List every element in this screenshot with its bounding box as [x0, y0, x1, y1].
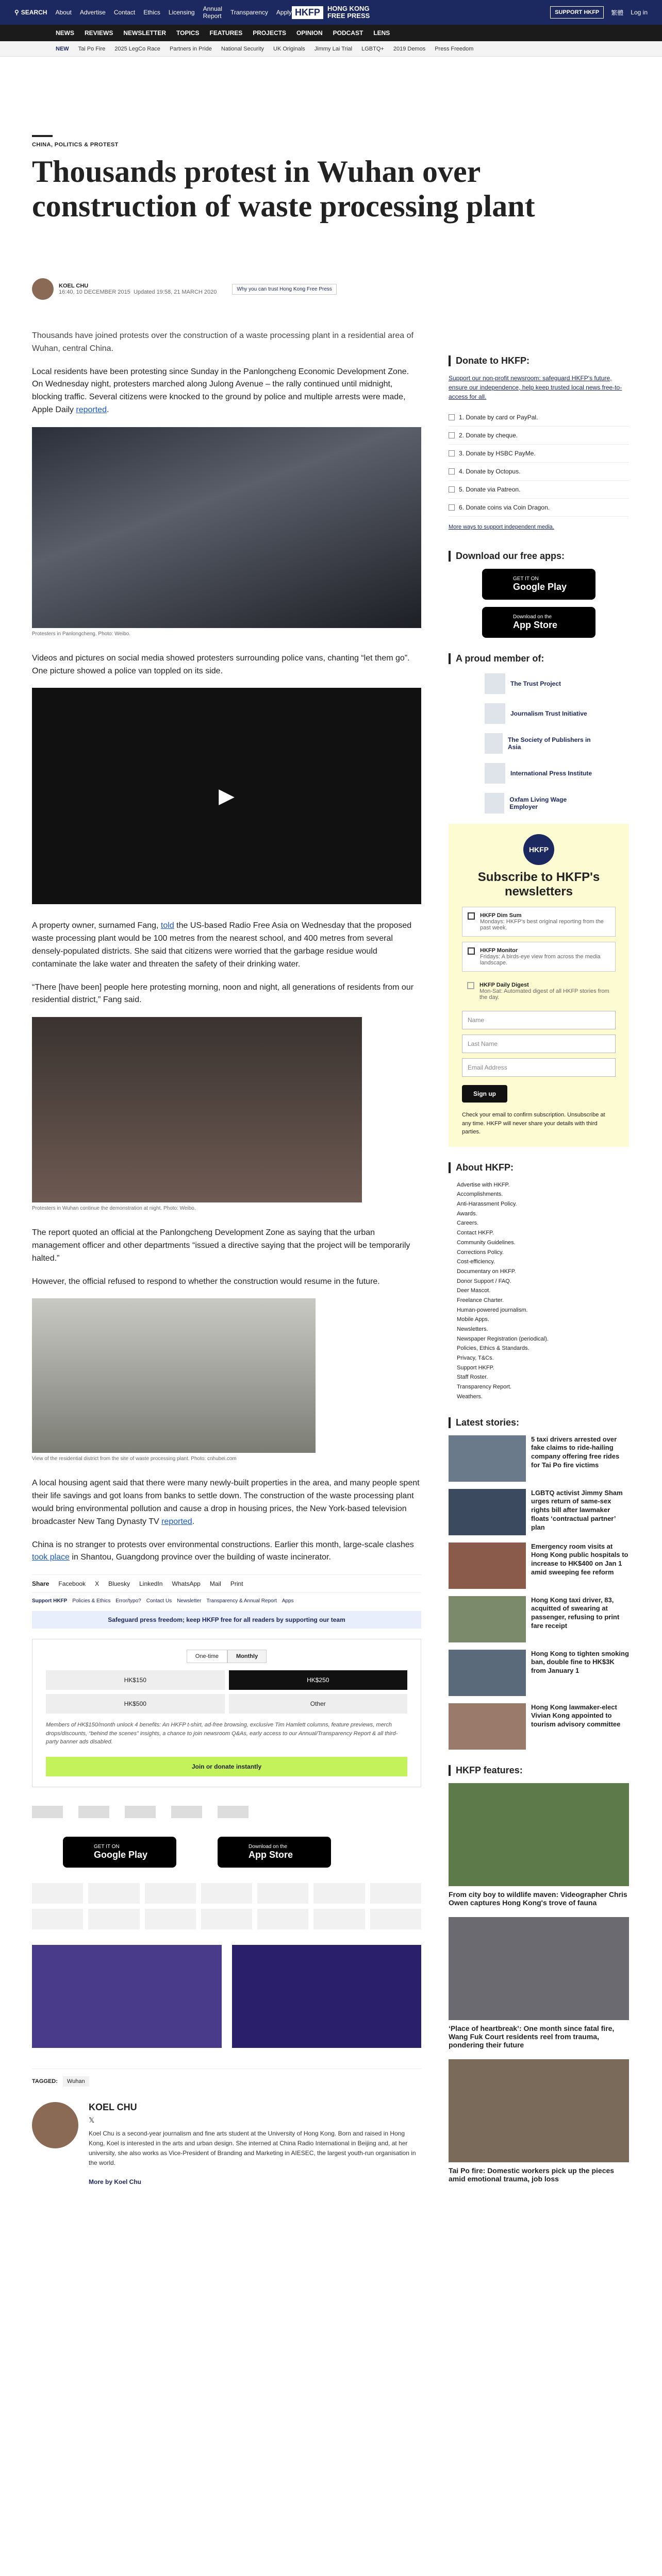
- support-link[interactable]: Contact Us: [146, 1598, 172, 1604]
- member-logo: [125, 1806, 156, 1818]
- share-whatsapp[interactable]: WhatsApp: [172, 1580, 201, 1588]
- donate-option[interactable]: 6. Donate coins via Coin Dragon.: [449, 499, 629, 517]
- payment-icon: [32, 1909, 83, 1929]
- top-link[interactable]: Advertise: [79, 9, 106, 16]
- nav-item[interactable]: NEWSLETTER: [123, 29, 167, 37]
- donate-option[interactable]: 4. Donate by Octopus.: [449, 463, 629, 481]
- checkbox-icon: [449, 504, 455, 511]
- payment-icon: [32, 1883, 83, 1904]
- share-facebook[interactable]: Facebook: [58, 1580, 86, 1588]
- donate-heading: Donate to HKFP:: [449, 355, 629, 366]
- donate-option[interactable]: 2. Donate by cheque.: [449, 427, 629, 445]
- payment-icon: [201, 1909, 252, 1929]
- story-thumbnail: [449, 1435, 526, 1482]
- about-list: [449, 1180, 629, 1402]
- topic-link[interactable]: Tai Po Fire: [78, 45, 106, 52]
- apps-heading: Download our free apps:: [449, 551, 629, 562]
- support-links: [32, 1598, 421, 1604]
- share-bluesky[interactable]: Bluesky: [108, 1580, 130, 1588]
- newsletter-option[interactable]: HKFP Daily Digest Mon-Sat: Automated digest of all HKFP stories from the day.: [462, 977, 616, 1006]
- features-heading: HKFP features:: [449, 1765, 629, 1776]
- last-name-field[interactable]: Last Name: [462, 1035, 616, 1053]
- payment-icon: [257, 1883, 308, 1904]
- top-link[interactable]: Ethics: [143, 9, 160, 16]
- top-link[interactable]: Annual Report: [203, 5, 222, 20]
- about-heading: About HKFP:: [449, 1162, 629, 1173]
- payment-icons: [32, 1883, 421, 1929]
- paragraph: A property owner, surnamed Fang, told the US-based Radio Free Asia on Wednesday that the proposed waste processing plant would be 100 metres from the nearest school, and 400 metres from several densely-populated districts. She said that citizens were worried that the garbage residue would contaminate the lake water and threaten the safety of their drinking water.: [32, 921, 412, 969]
- payment-icon: [88, 1883, 139, 1904]
- member-logo[interactable]: Oxfam Living Wage Employer: [485, 793, 593, 814]
- sidebar: [449, 355, 629, 2193]
- feature-image: [449, 1783, 629, 1886]
- search-icon: ⚲: [14, 9, 19, 16]
- amount-option[interactable]: HK$250: [229, 1670, 408, 1690]
- support-link[interactable]: Apps: [282, 1598, 294, 1604]
- top-link[interactable]: Apply: [276, 9, 292, 16]
- topic-link[interactable]: 2025 LegCo Race: [114, 45, 160, 52]
- story-thumbnail: [449, 1596, 526, 1642]
- app-store-button[interactable]: Download on the App Store: [218, 1837, 331, 1868]
- donate-option[interactable]: 1. Donate by card or PayPal.: [449, 409, 629, 427]
- top-link[interactable]: Contact: [113, 9, 136, 16]
- login-link[interactable]: Log in: [631, 9, 648, 16]
- newsletter-title: Subscribe to HKFP's newsletters: [477, 870, 600, 899]
- nav-item[interactable]: REVIEWS: [85, 29, 113, 37]
- member-logo[interactable]: Journalism Trust Initiative: [485, 703, 593, 724]
- author-avatar[interactable]: [32, 2102, 78, 2148]
- member-logo[interactable]: The Trust Project: [485, 673, 593, 694]
- more-by-link[interactable]: More by Koel Chu: [89, 2178, 142, 2186]
- member-logo[interactable]: International Press Institute: [485, 763, 593, 784]
- support-link[interactable]: Transparency & Annual Report: [206, 1598, 277, 1604]
- tab-monthly[interactable]: Monthly: [227, 1650, 267, 1663]
- main-nav: [0, 25, 662, 41]
- about-link[interactable]: Donor Support / FAQ.: [457, 1278, 511, 1284]
- author-name[interactable]: KOEL CHU: [59, 283, 89, 289]
- byline: [32, 278, 337, 300]
- about-link[interactable]: Staff Roster.: [457, 1374, 488, 1381]
- amount-option[interactable]: Other: [229, 1694, 408, 1714]
- topic-link[interactable]: 2019 Demos: [393, 45, 426, 52]
- logo-icon: [485, 733, 503, 754]
- latest-story[interactable]: LGBTQ activist Jimmy Sham urges return of same-sex rights bill after lawmaker floats ‘contractual partner’ plan: [449, 1489, 629, 1535]
- nav-item[interactable]: NEWS: [56, 29, 74, 37]
- topic-nav: [0, 41, 662, 57]
- story-thumbnail: [449, 1489, 526, 1535]
- latest-heading: Latest stories:: [449, 1417, 629, 1428]
- latest-story[interactable]: Hong Kong to tighten smoking ban, double fine to HK$3K from January 1: [449, 1650, 629, 1696]
- member-logo: [78, 1806, 109, 1818]
- payment-icon: [88, 1909, 139, 1929]
- paragraph: China is no stranger to protests over environmental constructions. Earlier this month, large-scale clashes took place in Shantou, Guangdong province over the building of waste incinerator.: [32, 1540, 414, 1562]
- topic-link[interactable]: LGBTQ+: [361, 45, 384, 52]
- member-benefits: Members of HK$150/month unlock 4 benefits: An HKFP t-shirt, ad-free browsing, exclusive Tim Hamlett columns, feature previews, merch drops/discounts, “behind the scenes” insights, a chance to join newsroom Q&As, early access to our Annual/Transparency Report & all third-party banner ads disabled.: [46, 1722, 398, 1745]
- about-link[interactable]: Freelance Charter.: [457, 1297, 504, 1303]
- category-bar: [32, 135, 53, 137]
- donate-widget: [32, 1639, 421, 1787]
- topic-link[interactable]: Partners in Pride: [169, 45, 212, 52]
- member-logo: [32, 1806, 63, 1818]
- trust-button[interactable]: Why you can trust Hong Kong Free Press: [232, 284, 337, 295]
- about-link[interactable]: Anti-Harassment Policy.: [457, 1201, 517, 1208]
- topic-link[interactable]: Press Freedom: [435, 45, 474, 52]
- image-caption: Protesters in Wuhan continue the demonstration at night. Photo: Weibo.: [32, 1206, 196, 1212]
- category-label[interactable]: CHINA, POLITICS & PROTEST: [32, 142, 119, 148]
- about-link[interactable]: Policies, Ethics & Standards.: [457, 1345, 529, 1352]
- app-buttons: [63, 1837, 390, 1868]
- checkbox[interactable]: [467, 982, 474, 989]
- about-link[interactable]: Transparency Report.: [457, 1384, 511, 1391]
- publish-date: 16:40, 10 DECEMBER 2015: [59, 289, 130, 295]
- amount-option[interactable]: HK$150: [46, 1670, 225, 1690]
- payment-icon: [145, 1909, 196, 1929]
- latest-story[interactable]: 5 taxi drivers arrested over fake claims to ride-hailing company offering free rides for Tai Po fire victims: [449, 1435, 629, 1482]
- article-image: [32, 1298, 316, 1453]
- latest-story[interactable]: Emergency room visits at Hong Kong public hospitals to increase to HK$400 on Jan 1 amid sweeping fee reform: [449, 1543, 629, 1589]
- language-link[interactable]: 繁體: [611, 9, 624, 16]
- feature-story[interactable]: From city boy to wildlife maven: Videographer Chris Owen captures Hong Kong's trove of fauna: [449, 1783, 629, 1907]
- feature-image: [449, 2059, 629, 2162]
- checkbox-icon: [449, 432, 455, 438]
- about-link[interactable]: Community Guidelines.: [457, 1239, 516, 1246]
- source-link[interactable]: reported: [76, 405, 107, 414]
- x-icon[interactable]: 𝕏: [89, 2115, 95, 2124]
- member-heading: A proud member of:: [449, 653, 629, 664]
- logo-icon: [485, 673, 505, 694]
- story-thumbnail: [449, 1703, 526, 1750]
- newsletter-note: Check your email to confirm subscription. Unsubscribe at any time. HKFP will never share your details with third parties.: [462, 1112, 605, 1136]
- author-bio: [32, 2102, 421, 2186]
- source-link[interactable]: reported: [161, 1517, 192, 1526]
- paragraph: Videos and pictures on social media showed protesters surrounding police vans, chanting “let them go”. One picture showed a police van toppled on its side.: [32, 653, 410, 675]
- paragraph: The report quoted an official at the Panlongcheng Development Zone as saying that the urban management officer and other departments “issued a directive saying that the project will be temporarily halted.”: [32, 1228, 410, 1263]
- bio-name[interactable]: KOEL CHU: [89, 2102, 137, 2112]
- payment-icon: [257, 1909, 308, 1929]
- support-link[interactable]: Support HKFP: [32, 1598, 68, 1604]
- share-bar: [32, 1574, 421, 1593]
- google-play-button[interactable]: GET IT ON Google Play: [482, 569, 595, 600]
- story-thumbnail: [449, 1543, 526, 1589]
- source-link[interactable]: told: [160, 921, 174, 930]
- donate-banner: Safeguard press freedom; keep HKFP free for all readers by supporting our team: [32, 1611, 421, 1629]
- checkbox-icon: [449, 450, 455, 456]
- about-link[interactable]: Careers.: [457, 1220, 479, 1227]
- feature-image: [449, 1917, 629, 2020]
- logo-icon: [485, 793, 504, 814]
- updated-date: Updated 19:58, 21 MARCH 2020: [133, 289, 217, 295]
- article-image: [32, 427, 421, 628]
- image-caption: View of the residential district from the site of waste processing plant. Photo: cnhubei.com: [32, 1456, 237, 1462]
- latest-story[interactable]: Hong Kong lawmaker-elect Vivian Kong appointed to tourism advisory committee: [449, 1703, 629, 1750]
- about-link[interactable]: Accomplishments.: [457, 1191, 503, 1198]
- google-play-button[interactable]: GET IT ON Google Play: [63, 1837, 176, 1868]
- about-link[interactable]: Awards.: [457, 1210, 477, 1217]
- article-image: [32, 1017, 362, 1202]
- article-headline: Thousands protest in Wuhan over construction of waste processing plant: [32, 155, 535, 224]
- about-link[interactable]: Deer Mascot.: [457, 1287, 491, 1294]
- top-link[interactable]: Licensing: [168, 9, 195, 16]
- author-avatar[interactable]: [32, 278, 54, 300]
- nav-item[interactable]: TOPICS: [176, 29, 200, 37]
- member-logo[interactable]: The Society of Publishers in Asia: [485, 733, 593, 754]
- share-print[interactable]: Print: [230, 1580, 243, 1588]
- checkbox[interactable]: [468, 912, 475, 920]
- payment-icon: [313, 1883, 365, 1904]
- about-link[interactable]: Newspaper Registration (periodical).: [457, 1335, 549, 1342]
- article-body: [32, 330, 421, 2185]
- about-link[interactable]: Weathers.: [457, 1393, 483, 1400]
- signup-button[interactable]: Sign up: [462, 1085, 507, 1103]
- checkbox-icon: [449, 468, 455, 474]
- source-link[interactable]: took place: [32, 1553, 70, 1562]
- name-field[interactable]: Name: [462, 1011, 616, 1029]
- about-link[interactable]: Documentary on HKFP.: [457, 1268, 516, 1275]
- paragraph: “There [have been] people here protesting morning, noon and night, all generations of residents from our residential district,” Fang said.: [32, 982, 414, 1005]
- nav-item[interactable]: PROJECTS: [253, 29, 286, 37]
- tab-one-time[interactable]: One-time: [187, 1650, 227, 1663]
- promo-banner[interactable]: [232, 1945, 422, 2048]
- feature-story[interactable]: ‘Place of heartbreak’: One month since fatal fire, Wang Fuk Court residents reel from trauma, pondering their future: [449, 1917, 629, 2049]
- about-link[interactable]: Advertise with HKFP.: [457, 1181, 510, 1188]
- more-ways-link[interactable]: More ways to support independent media.: [449, 524, 554, 530]
- paragraph: Thousands have joined protests over the construction of a waste processing plant in a residential area of Wuhan, central China.: [32, 331, 413, 353]
- story-thumbnail: [449, 1650, 526, 1696]
- newsletter-option[interactable]: HKFP Dim Sum Mondays: HKFP's best original reporting from the past week.: [462, 907, 616, 937]
- payment-icon: [370, 1883, 421, 1904]
- nav-item[interactable]: FEATURES: [209, 29, 243, 37]
- member-logo: [218, 1806, 249, 1818]
- amount-option[interactable]: HK$500: [46, 1694, 225, 1714]
- article-video[interactable]: [32, 688, 421, 904]
- tags: TAGGED: Wuhan: [32, 2069, 421, 2087]
- logo-icon: [485, 703, 505, 724]
- paragraph: A local housing agent said that there were many newly-built properties in the area, and many people spent their life savings and got loans from banks to settle down. The construction of the waste processing plant would bring environmental pollution and cause a drop in housing prices, the New York-based television broadcaster New Tang Dynasty TV reported.: [32, 1479, 420, 1526]
- top-link[interactable]: Transparency: [230, 9, 268, 16]
- about-link[interactable]: Human-powered journalism.: [457, 1307, 528, 1313]
- play-icon[interactable]: ▶: [219, 785, 235, 808]
- latest-story[interactable]: Hong Kong taxi driver, 83, acquitted of swearing at passenger, refusing to print fare receipt: [449, 1596, 629, 1642]
- email-field[interactable]: Email Address: [462, 1058, 616, 1077]
- app-store-button[interactable]: Download on the App Store: [482, 607, 595, 638]
- topic-link[interactable]: Jimmy Lai Trial: [314, 45, 353, 52]
- member-logo: [171, 1806, 202, 1818]
- checkbox-icon: [449, 486, 455, 493]
- support-link[interactable]: Policies & Ethics: [72, 1598, 111, 1604]
- donate-intro[interactable]: Support our non-profit newsroom: safeguard HKFP's future, ensure our independence, help keep trusted local news free-to-access for all.: [449, 375, 622, 400]
- share-mail[interactable]: Mail: [209, 1580, 221, 1588]
- paragraph: Local residents have been protesting since Sunday in the Panlongcheng Economic Development Zone. On Wednesday night, protesters marched along Julong Avenue – the rally continued until midnight, blocking traffic. Several citizens were knocked to the ground by police and multiple arrests were made, Apple Daily reported.: [32, 367, 409, 414]
- about-link[interactable]: Corrections Policy.: [457, 1249, 504, 1256]
- promo-banner[interactable]: [32, 1945, 222, 2048]
- checkbox[interactable]: [468, 947, 475, 955]
- support-link[interactable]: Newsletter: [177, 1598, 202, 1604]
- topic-link[interactable]: UK Originals: [273, 45, 305, 52]
- donate-option[interactable]: 3. Donate by HSBC PayMe.: [449, 445, 629, 463]
- share-linkedin[interactable]: LinkedIn: [139, 1580, 163, 1588]
- about-link[interactable]: Privacy, T&Cs.: [457, 1355, 494, 1362]
- about-link[interactable]: Cost-efficiency.: [457, 1259, 495, 1265]
- topic-link[interactable]: National Security: [221, 45, 264, 52]
- promo-banners: [32, 1945, 421, 2048]
- about-link[interactable]: Contact HKFP.: [457, 1230, 494, 1236]
- share-label: Share: [32, 1580, 49, 1588]
- donate-option[interactable]: 5. Donate via Patreon.: [449, 481, 629, 499]
- tag-link[interactable]: Wuhan: [63, 2076, 89, 2087]
- paragraph: However, the official refused to respond to whether the construction would resume in the future.: [32, 1277, 380, 1286]
- payment-icon: [201, 1883, 252, 1904]
- payment-icon: [145, 1883, 196, 1904]
- feature-story[interactable]: Tai Po fire: Domestic workers pick up the pieces amid emotional trauma, job loss: [449, 2059, 629, 2183]
- about-link[interactable]: Newsletters.: [457, 1326, 488, 1332]
- site-logo[interactable]: HKFP HONG KONG FREE PRESS: [292, 5, 374, 20]
- share-x[interactable]: X: [95, 1580, 100, 1588]
- nav-item[interactable]: PODCAST: [333, 29, 363, 37]
- nav-item[interactable]: LENS: [373, 29, 390, 37]
- support-button[interactable]: SUPPORT HKFP: [550, 6, 604, 19]
- join-button[interactable]: Join or donate instantly: [46, 1757, 407, 1776]
- top-link[interactable]: About: [55, 9, 72, 16]
- about-link[interactable]: Support HKFP.: [457, 1364, 494, 1371]
- bio-text: Koel Chu is a second-year journalism and fine arts student at the University of Hong Kong. Born and raised in Hong Kong, Koel is interested in the arts and urban design. She interned at China Radio International in Beijing and, at her university, she also works as Vice-President of Branding and Marketing in AIESEC, the largest youth-run organisation in the world.: [89, 2129, 416, 2167]
- search-button[interactable]: ⚲ SEARCH: [14, 9, 47, 16]
- support-link[interactable]: Error/typo?: [115, 1598, 141, 1604]
- nav-item[interactable]: OPINION: [296, 29, 323, 37]
- newsletter-logo: HKFP: [523, 834, 554, 865]
- top-bar: [0, 0, 662, 25]
- newsletter-box: [449, 824, 629, 1147]
- payment-icon: [370, 1909, 421, 1929]
- new-label: NEW: [56, 45, 69, 52]
- newsletter-option[interactable]: HKFP Monitor Fridays: A birds-eye view from across the media landscape.: [462, 942, 616, 972]
- member-logos: [32, 1806, 421, 1818]
- about-link[interactable]: Mobile Apps.: [457, 1316, 489, 1323]
- logo-icon: [485, 763, 505, 784]
- payment-icon: [313, 1909, 365, 1929]
- image-caption: Protesters in Panlongcheng. Photo: Weibo.: [32, 631, 131, 637]
- checkbox-icon: [449, 414, 455, 420]
